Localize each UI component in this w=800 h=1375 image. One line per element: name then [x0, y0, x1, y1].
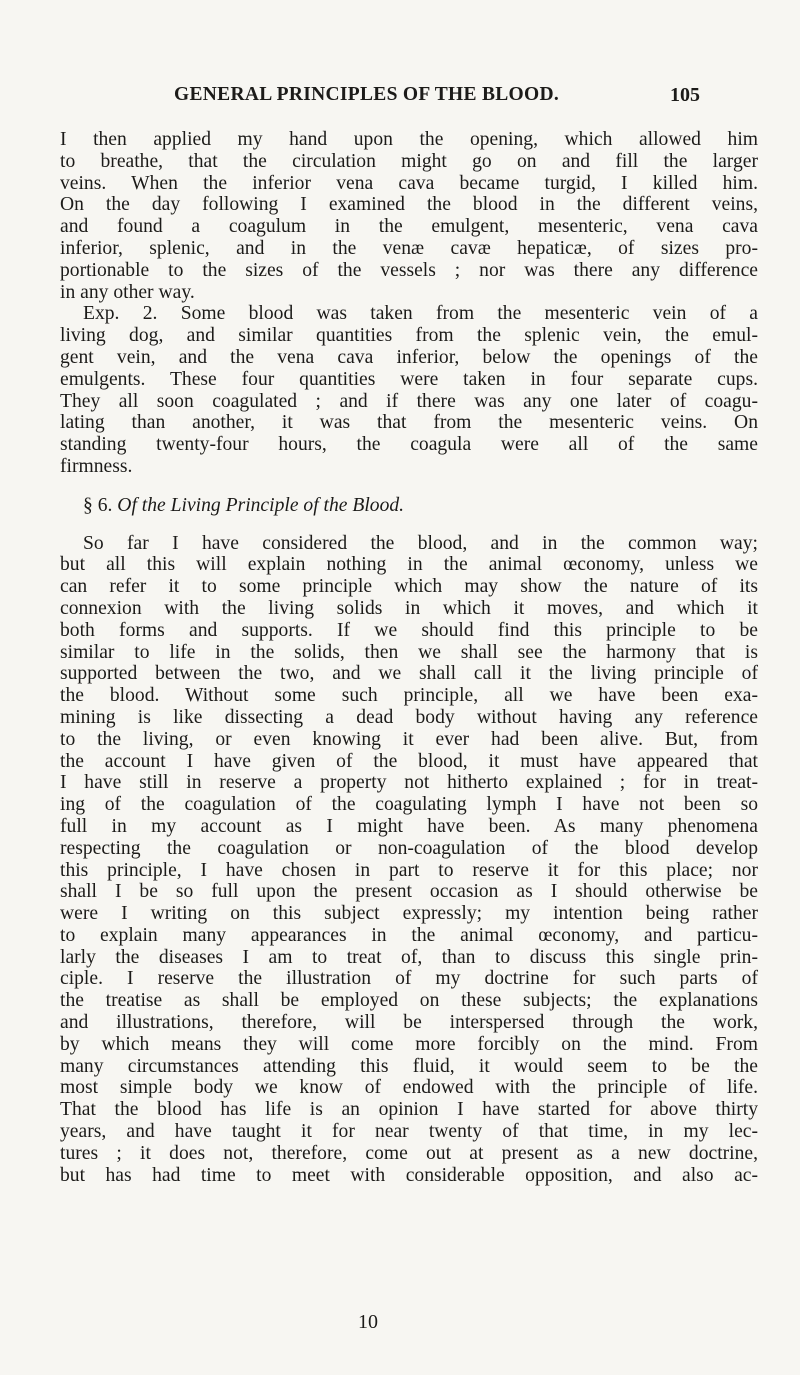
- text-line: the account I have given of the blood, it must have appeared that: [60, 750, 758, 772]
- text-line: both forms and supports. If we should find this principle to be: [60, 619, 758, 641]
- text-line: full in my account as I might have been. As many phenomena: [60, 815, 758, 837]
- running-header: [0, 84, 800, 114]
- text-line: in any other way.: [60, 281, 195, 303]
- text-line: veins. When the inferior vena cava became turgid, I killed him.: [60, 172, 758, 194]
- text-line: supported between the two, and we shall call it the living principle of: [60, 663, 758, 685]
- text-line: living dog, and similar quantities from the splenic vein, the emul-: [60, 325, 758, 347]
- body-text: [60, 129, 758, 1186]
- text-line: So far I have considered the blood, and in the common way;: [83, 532, 758, 554]
- section-number: § 6.: [83, 494, 113, 516]
- text-line: and found a coagulum in the emulgent, mesenteric, vena cava: [60, 216, 758, 238]
- text-line: and illustrations, therefore, will be interspersed through the work,: [60, 1012, 758, 1034]
- signature-mark-container: [0, 1311, 800, 1334]
- text-line: On the day following I examined the blood in the different veins,: [60, 194, 758, 216]
- text-line: can refer it to some principle which may show the nature of its: [60, 576, 758, 598]
- signature-mark: 10: [358, 1311, 378, 1333]
- text-line: but has had time to meet with considerable opposition, and also ac-: [60, 1164, 758, 1186]
- text-line: Exp. 2. Some blood was taken from the mesenteric vein of a: [83, 303, 758, 325]
- text-line: this principle, I have chosen in part to reserve it for this place; nor: [60, 859, 758, 881]
- paragraph-1: [60, 129, 758, 303]
- section-paragraph: [60, 533, 758, 1187]
- text-line: larly the diseases I am to treat of, than to discuss this single prin-: [60, 946, 758, 968]
- text-line: mining is like dissecting a dead body without having any reference: [60, 706, 758, 728]
- text-line: gent vein, and the vena cava inferior, below the openings of the: [60, 346, 758, 368]
- text-line: I then applied my hand upon the opening, which allowed him: [60, 129, 758, 150]
- paragraph-2-cont: [60, 325, 758, 478]
- text-line: many circumstances attending this fluid, it would seem to be the: [60, 1055, 758, 1077]
- text-line: the treatise as shall be employed on these subjects; the explanations: [60, 990, 758, 1012]
- text-line: standing twenty-four hours, the coagula were all of the same: [60, 434, 758, 456]
- text-line: to the living, or even knowing it ever had been alive. But, from: [60, 728, 758, 750]
- text-line: by which means they will come more forcibly on the mind. From: [60, 1033, 758, 1055]
- running-title: GENERAL PRINCIPLES OF THE BLOOD.: [174, 84, 560, 105]
- text-line: That the blood has life is an opinion I have started for above thirty: [60, 1099, 758, 1121]
- page-number: 105: [670, 84, 700, 106]
- text-line: They all soon coagulated ; and if there was any one later of coagu-: [60, 390, 758, 412]
- text-line: lating than another, it was that from the mesenteric veins. On: [60, 412, 758, 434]
- text-line: emulgents. These four quantities were taken in four separate cups.: [60, 368, 758, 390]
- text-line: I have still in reserve a property not hitherto explained ; for in treat-: [60, 772, 758, 794]
- paragraph-2: [60, 303, 758, 325]
- text-line: ciple. I reserve the illustration of my doctrine for such parts of: [60, 968, 758, 990]
- text-line: the blood. Without some such principle, all we have been exa-: [60, 685, 758, 707]
- text-line: years, and have taught it for near twenty of that time, in my lec-: [60, 1121, 758, 1143]
- text-line: shall I be so full upon the present occasion as I should otherwise be: [60, 881, 758, 903]
- text-line: were I writing on this subject expressly; my intention being rather: [60, 903, 758, 925]
- text-line: respecting the coagulation or non-coagulation of the blood develop: [60, 837, 758, 859]
- text-line: to explain many appearances in the animal œconomy, and particu-: [60, 924, 758, 946]
- text-line: inferior, splenic, and in the venæ cavæ hepaticæ, of sizes pro-: [60, 237, 758, 259]
- section-title: Of the Living Principle of the Blood.: [117, 494, 405, 516]
- text-line: portionable to the sizes of the vessels ; nor was there any difference: [60, 259, 758, 281]
- text-line: firmness.: [60, 455, 133, 477]
- text-line: tures ; it does not, therefore, come out at present as a new doctrine,: [60, 1142, 758, 1164]
- text-line: to breathe, that the circulation might go on and fill the larger: [60, 150, 758, 172]
- text-line: connexion with the living solids in which it moves, and which it: [60, 597, 758, 619]
- text-line: most simple body we know of endowed with the principle of life.: [60, 1077, 758, 1099]
- text-line: ing of the coagulation of the coagulating lymph I have not been so: [60, 794, 758, 816]
- section-heading: [60, 495, 758, 517]
- text-line: similar to life in the solids, then we shall see the harmony that is: [60, 641, 758, 663]
- text-line: but all this will explain nothing in the animal œconomy, unless we: [60, 554, 758, 576]
